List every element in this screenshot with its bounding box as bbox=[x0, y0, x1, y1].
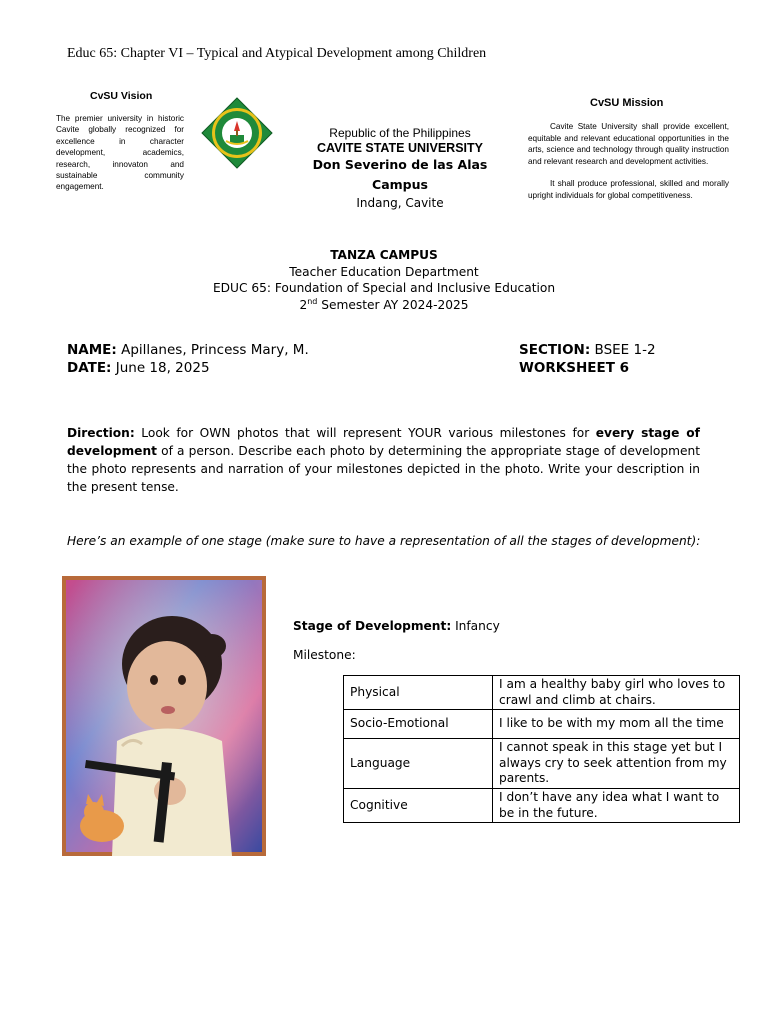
worksheet-line: WORKSHEET 6 bbox=[519, 359, 629, 376]
university-name: CAVITE STATE UNIVERSITY bbox=[317, 141, 483, 155]
table-row bbox=[344, 710, 740, 739]
document-header-title: Educ 65: Chapter VI – Typical and Atypical Development among Children bbox=[67, 46, 487, 61]
milestone-domain: Socio-Emotional bbox=[344, 710, 493, 739]
stage-of-development: Stage of Development: Infancy bbox=[293, 619, 500, 633]
course-department: Teacher Education Department bbox=[289, 264, 479, 279]
milestone-domain: Language bbox=[344, 739, 493, 789]
campus-location: Indang, Cavite bbox=[356, 196, 444, 210]
milestone-text: I cannot speak in this stage yet but I always cry to seek attention from my parents. bbox=[493, 739, 740, 789]
letterhead bbox=[285, 126, 515, 211]
milestone-text: I am a healthy baby girl who loves to crawl and climb at chairs. bbox=[493, 676, 740, 710]
mission-paragraph: Cavite State University shall provide excellent, equitable and relevant educational opportunities in the arts, science and technology through quality instruction and relevant research and development activities. bbox=[528, 122, 729, 166]
milestone-table bbox=[343, 675, 740, 823]
student-info-left bbox=[67, 342, 309, 377]
milestone-domain: Cognitive bbox=[344, 789, 493, 823]
milestone-domain: Physical bbox=[344, 676, 493, 710]
campus-name: Don Severino de las Alas Campus bbox=[312, 157, 488, 192]
section-line: SECTION: BSEE 1-2 bbox=[519, 342, 656, 358]
course-subject: EDUC 65: Foundation of Special and Inclusive Education bbox=[212, 281, 556, 295]
vision-text: The premier university in historic Cavite globally recognized for excellence in character development, academics, research, innovaton and sustainable community engagement. bbox=[56, 114, 184, 192]
mission-title: CvSU Mission bbox=[590, 97, 664, 109]
republic-line: Republic of the Philippines bbox=[329, 126, 471, 140]
course-semester: 2nd Semester AY 2024-2025 bbox=[299, 296, 469, 312]
table-row bbox=[344, 676, 740, 710]
course-campus: TANZA CAMPUS bbox=[330, 248, 438, 262]
milestone-text: I like to be with my mom all the time bbox=[493, 710, 740, 739]
direction-paragraph: Direction: Look for OWN photos that will represent YOUR various milestones for every stage of development of a person. Describe each photo by determining the appropriate stage of development the photo represents and narration of your milestones depicted in the photo. Write your description in the present tense. bbox=[67, 426, 700, 494]
student-info-right bbox=[519, 342, 656, 377]
milestone-text: I don’t have any idea what I want to be in the future. bbox=[493, 789, 740, 823]
table-row bbox=[344, 789, 740, 823]
cvsu-seal-logo bbox=[201, 97, 273, 169]
infancy-photo bbox=[62, 576, 266, 856]
mission-paragraph: It shall produce professional, skilled and morally upright individuals for global competitiveness. bbox=[528, 179, 729, 200]
mission-text bbox=[528, 121, 729, 213]
course-info bbox=[0, 247, 768, 313]
example-note: Here’s an example of one stage (make sure to have a representation of all the stages of development): bbox=[67, 534, 701, 548]
name-line: NAME: Apillanes, Princess Mary, M. bbox=[67, 342, 309, 358]
table-row bbox=[344, 739, 740, 789]
vision-title: CvSU Vision bbox=[90, 90, 153, 102]
milestone-label: Milestone: bbox=[293, 648, 356, 662]
date-line: DATE: June 18, 2025 bbox=[67, 359, 210, 376]
